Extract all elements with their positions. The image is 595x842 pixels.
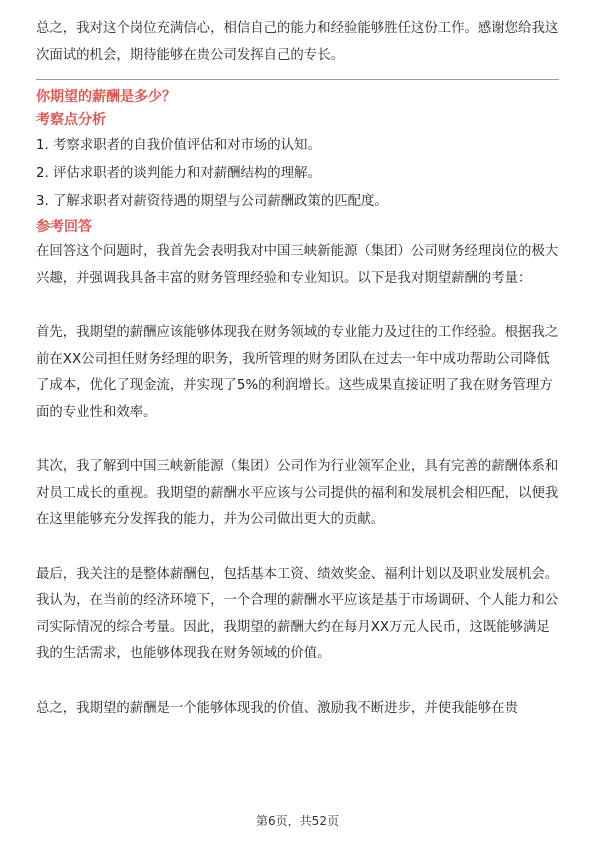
answer-paragraph: 最后，我关注的是整体薪酬包，包括基本工资、绩效奖金、福利计划以及职业发展机会。我认为，在当前的经济环境下，一个合理的薪酬水平应该是基于市场调研、个人能力和公司实际情况的综合考量。因此，我期望的薪酬大约在每月XX万元人民币，这既能够满足我的生活需求，也能够体现我在财务领域的价值。: [36, 566, 559, 661]
analysis-point: 1. 考察求职者的自我价值评估和对市场的认知。: [36, 138, 321, 153]
document-page: [36, 16, 559, 722]
answer-paragraph: 首先，我期望的薪酬应该能够体现我在财务领域的专业能力及过往的工作经验。根据我之前在XX公司担任财务经理的职务，我所管理的财务团队在过去一年中成功帮助公司降低了成本，优化了现金流，并实现了5%的利润增长。这些成果直接证明了我在财务管理方面的专业性和效率。: [36, 325, 559, 420]
analysis-heading: 考察点分析: [36, 112, 106, 128]
answer-paragraph: 其次，我了解到中国三峡新能源（集团）公司作为行业领军企业，具有完善的薪酬体系和对员工成长的重视。我期望的薪酬水平应该与公司提供的福利和发展机会相匹配，以便我在这里能够充分发挥我的能力，并为公司做出更大的贡献。: [36, 459, 559, 527]
analysis-point: 3. 了解求职者对薪资待遇的期望与公司薪酬政策的匹配度。: [36, 194, 388, 209]
section-divider: [36, 79, 559, 80]
answer-paragraph: 总之，我期望的薪酬是一个能够体现我的价值、激励我不断进步，并使我能够在贵: [36, 700, 519, 716]
analysis-point: 2. 评估求职者的谈判能力和对薪酬结构的理解。: [36, 166, 321, 181]
previous-answer-conclusion: 总之，我对这个岗位充满信心，相信自己的能力和经验能够胜任这份工作。感谢您给我这次面试的机会，期待能够在贵公司发挥自己的专长。: [36, 21, 559, 63]
page-footer: 第6页，共52页: [256, 814, 339, 828]
analysis-points-list: [36, 132, 559, 216]
answer-paragraph: 在回答这个问题时，我首先会表明我对中国三峡新能源（集团）公司财务经理岗位的极大兴趣，并强调我具备丰富的财务管理经验和专业知识。以下是我对期望薪酬的考量：: [36, 244, 559, 286]
answer-heading: 参考回答: [36, 219, 92, 235]
question-heading: 你期望的薪酬是多少？: [36, 89, 176, 105]
